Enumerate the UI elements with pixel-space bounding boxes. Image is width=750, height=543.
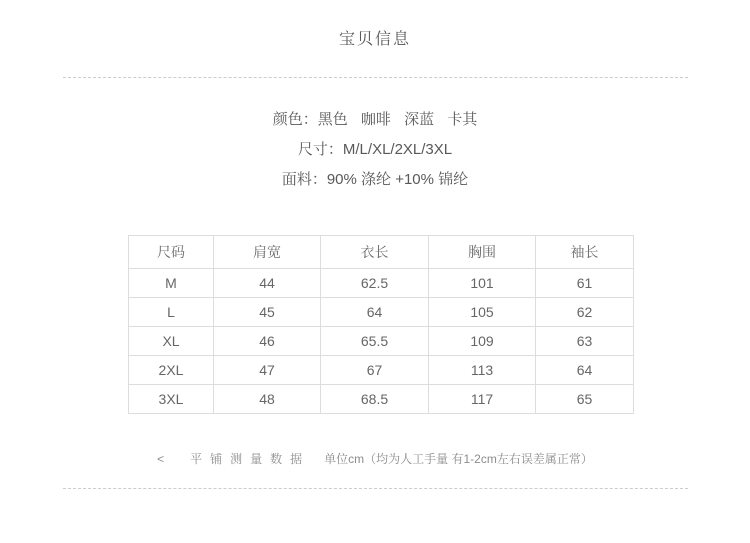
attribute-color-value: 黑色 咖啡 深蓝 卡其: [317, 111, 478, 128]
top-dashed-divider: [63, 77, 688, 78]
measurement-note-label: 平铺测量数据: [190, 452, 311, 466]
col-header-shoulder: 肩宽: [214, 236, 321, 269]
cell-size: XL: [129, 327, 214, 356]
attribute-fabric: [0, 165, 750, 195]
cell-chest: 109: [429, 327, 536, 356]
cell-sleeve: 62: [536, 298, 634, 327]
measurement-note-text: 单位cm（均为人工手量 有1-2cm左右误差属正常）: [324, 452, 593, 466]
cell-chest: 101: [429, 269, 536, 298]
page-title: 宝贝信息: [338, 31, 411, 48]
cell-shoulder: 46: [214, 327, 321, 356]
col-header-chest: 胸围: [429, 236, 536, 269]
col-header-length: 衣长: [321, 236, 429, 269]
cell-sleeve: 61: [536, 269, 634, 298]
cell-size: 2XL: [129, 356, 214, 385]
cell-length: 68.5: [321, 385, 429, 414]
cell-length: 62.5: [321, 269, 429, 298]
attribute-fabric-label: 面料：: [281, 171, 327, 188]
cell-length: 67: [321, 356, 429, 385]
cell-length: 64: [321, 298, 429, 327]
table-row: [129, 385, 634, 414]
table-row: [129, 327, 634, 356]
col-header-sleeve: 袖长: [536, 236, 634, 269]
cell-shoulder: 47: [214, 356, 321, 385]
bottom-dashed-divider: [63, 488, 688, 489]
cell-shoulder: 45: [214, 298, 321, 327]
attribute-size-value: M/L/XL/2XL/3XL: [342, 141, 453, 158]
cell-size: M: [129, 269, 214, 298]
cell-sleeve: 63: [536, 327, 634, 356]
attribute-fabric-value: 90% 涤纶 +10% 锦纶: [326, 171, 469, 188]
product-attributes: [0, 105, 750, 195]
cell-chest: 117: [429, 385, 536, 414]
col-header-size: 尺码: [129, 236, 214, 269]
left-angle-glyph: <: [157, 452, 165, 466]
cell-sleeve: 64: [536, 356, 634, 385]
measurement-note: [0, 450, 750, 467]
table-row: [129, 356, 634, 385]
table-header-row: [129, 236, 634, 269]
cell-chest: 113: [429, 356, 536, 385]
cell-chest: 105: [429, 298, 536, 327]
attribute-color-label: 颜色：: [272, 111, 318, 128]
cell-shoulder: 48: [214, 385, 321, 414]
cell-sleeve: 65: [536, 385, 634, 414]
cell-shoulder: 44: [214, 269, 321, 298]
cell-size: 3XL: [129, 385, 214, 414]
table-row: [129, 269, 634, 298]
size-chart-table: [128, 235, 634, 414]
attribute-size-label: 尺寸：: [297, 141, 343, 158]
cell-size: L: [129, 298, 214, 327]
attribute-size: [0, 135, 750, 165]
attribute-color: [0, 105, 750, 135]
table-row: [129, 298, 634, 327]
cell-length: 65.5: [321, 327, 429, 356]
